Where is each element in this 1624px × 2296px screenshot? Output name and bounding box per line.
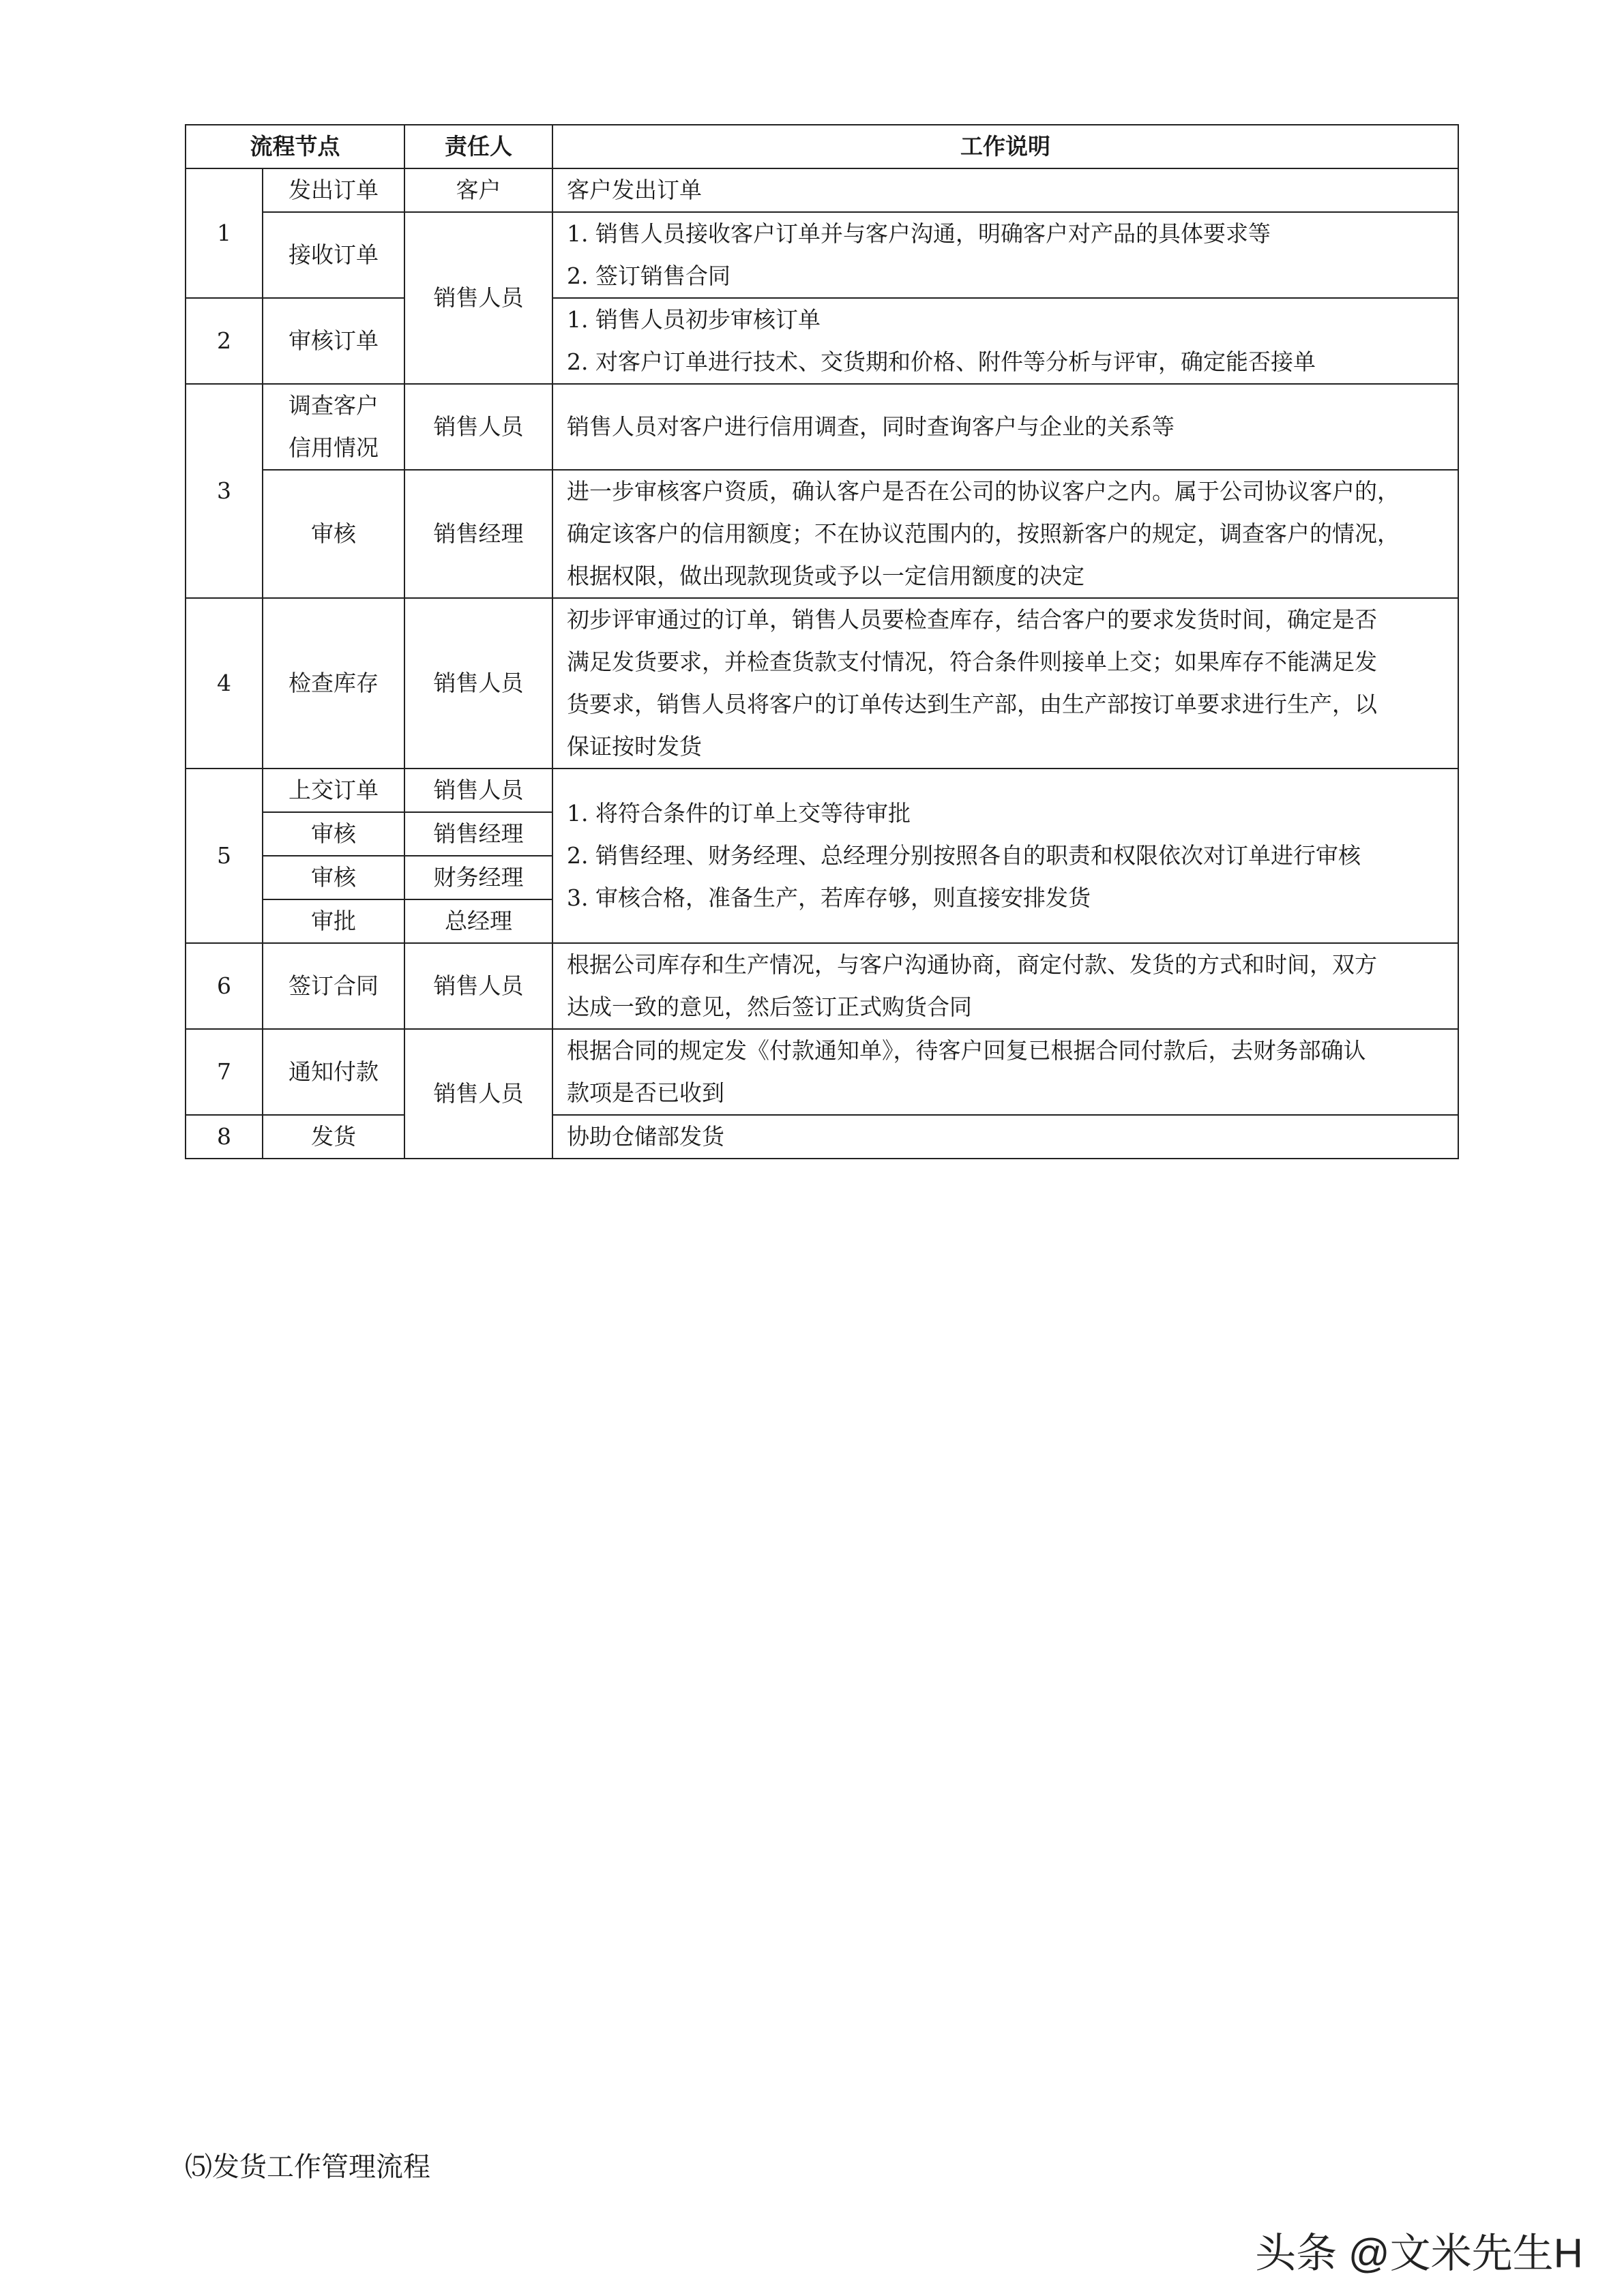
process-node: 发出订单 (263, 168, 404, 212)
owner-cell: 销售经理 (404, 470, 552, 598)
description-line: 3. 审核合格，准备生产，若库存够，则直接安排发货 (567, 884, 1091, 911)
owner-cell: 销售人员 (404, 943, 552, 1029)
process-node (263, 384, 404, 470)
process-node: 审核 (263, 856, 404, 899)
process-node: 审核 (263, 470, 404, 598)
owner-cell: 销售人员 (404, 1029, 552, 1159)
description-line: 满足发货要求，并检查货款支付情况，符合条件则接单上交；如果库存不能满足发 (567, 648, 1377, 675)
process-node: 签订合同 (263, 943, 404, 1029)
section-heading: ⑸发货工作管理流程 (185, 2151, 430, 2183)
process-node: 接收订单 (263, 212, 404, 298)
watermark: 头条 @文米先生H (1255, 2231, 1583, 2276)
description-line: 2. 签订销售合同 (567, 263, 730, 289)
description-line: 达成一致的意见，然后签订正式购货合同 (567, 994, 972, 1020)
process-node: 发货 (263, 1115, 404, 1159)
description-line: 协助仓储部发货 (567, 1123, 724, 1150)
process-node: 检查库存 (263, 598, 404, 769)
owner-cell: 销售经理 (404, 812, 552, 856)
description-cell (552, 212, 1458, 298)
owner-cell: 客户 (404, 168, 552, 212)
header-process-node: 流程节点 (186, 125, 404, 168)
table-row (186, 384, 1458, 470)
process-node: 上交订单 (263, 769, 404, 812)
owner-cell: 销售人员 (404, 384, 552, 470)
description-line: 初步评审通过的订单，销售人员要检查库存，结合客户的要求发货时间，确定是否 (567, 606, 1377, 633)
description-cell (552, 1029, 1458, 1115)
step-number: 5 (186, 769, 263, 943)
owner-cell: 销售人员 (404, 769, 552, 812)
description-cell (552, 470, 1458, 598)
description-cell (552, 168, 1458, 212)
step-number: 6 (186, 943, 263, 1029)
table-row (186, 1029, 1458, 1115)
step-number: 1 (186, 168, 263, 298)
table-row (186, 168, 1458, 212)
description-line: 款项是否已收到 (567, 1079, 724, 1106)
owner-cell: 总经理 (404, 899, 552, 943)
description-line: 确定该客户的信用额度；不在协议范围内的，按照新客户的规定，调查客户的情况， (567, 520, 1400, 547)
table-row (186, 598, 1458, 769)
owner-cell: 财务经理 (404, 856, 552, 899)
description-line: 根据合同的规定发《付款通知单》，待客户回复已根据合同付款后，去财务部确认 (567, 1037, 1366, 1064)
owner-cell: 销售人员 (404, 598, 552, 769)
step-number: 3 (186, 384, 263, 598)
process-table (185, 124, 1459, 1159)
description-line: 根据权限，做出现款现货或予以一定信用额度的决定 (567, 563, 1084, 589)
header-owner: 责任人 (404, 125, 552, 168)
description-line: 1. 销售人员初步审核订单 (567, 306, 821, 333)
step-number: 2 (186, 298, 263, 384)
header-work-description: 工作说明 (552, 125, 1458, 168)
table-row (186, 943, 1458, 1029)
description-line: 销售人员对客户进行信用调查，同时查询客户与企业的关系等 (567, 413, 1175, 440)
description-line: 客户发出订单 (567, 177, 702, 203)
description-line: 1. 销售人员接收客户订单并与客户沟通，明确客户对产品的具体要求等 (567, 220, 1271, 247)
description-cell (552, 1115, 1458, 1159)
description-cell (552, 943, 1458, 1029)
description-line: 根据公司库存和生产情况，与客户沟通协商，商定付款、发货的方式和时间，双方 (567, 951, 1377, 978)
description-line: 进一步审核客户资质，确认客户是否在公司的协议客户之内。属于公司协议客户的， (567, 478, 1400, 505)
table-row (186, 470, 1458, 598)
step-number: 7 (186, 1029, 263, 1115)
description-cell (552, 384, 1458, 470)
process-node-line: 信用情况 (289, 434, 379, 461)
description-cell (552, 298, 1458, 384)
description-line: 货要求，销售人员将客户的订单传达到生产部，由生产部按订单要求进行生产，以 (567, 691, 1377, 717)
description-line: 2. 对客户订单进行技术、交货期和价格、附件等分析与评审，确定能否接单 (567, 348, 1316, 375)
process-node: 通知付款 (263, 1029, 404, 1115)
description-line: 1. 将符合条件的订单上交等待审批 (567, 800, 911, 826)
description-line: 保证按时发货 (567, 733, 702, 760)
table-row (186, 769, 1458, 812)
process-node: 审核 (263, 812, 404, 856)
description-line: 2. 销售经理、财务经理、总经理分别按照各自的职责和权限依次对订单进行审核 (567, 842, 1361, 869)
description-cell (552, 769, 1458, 943)
process-node: 审核订单 (263, 298, 404, 384)
step-number: 4 (186, 598, 263, 769)
process-node-line: 调查客户 (289, 392, 379, 419)
owner-cell: 销售人员 (404, 212, 552, 384)
table-header-row (186, 125, 1458, 168)
description-cell (552, 598, 1458, 769)
step-number: 8 (186, 1115, 263, 1159)
process-node: 审批 (263, 899, 404, 943)
table-row (186, 1115, 1458, 1159)
